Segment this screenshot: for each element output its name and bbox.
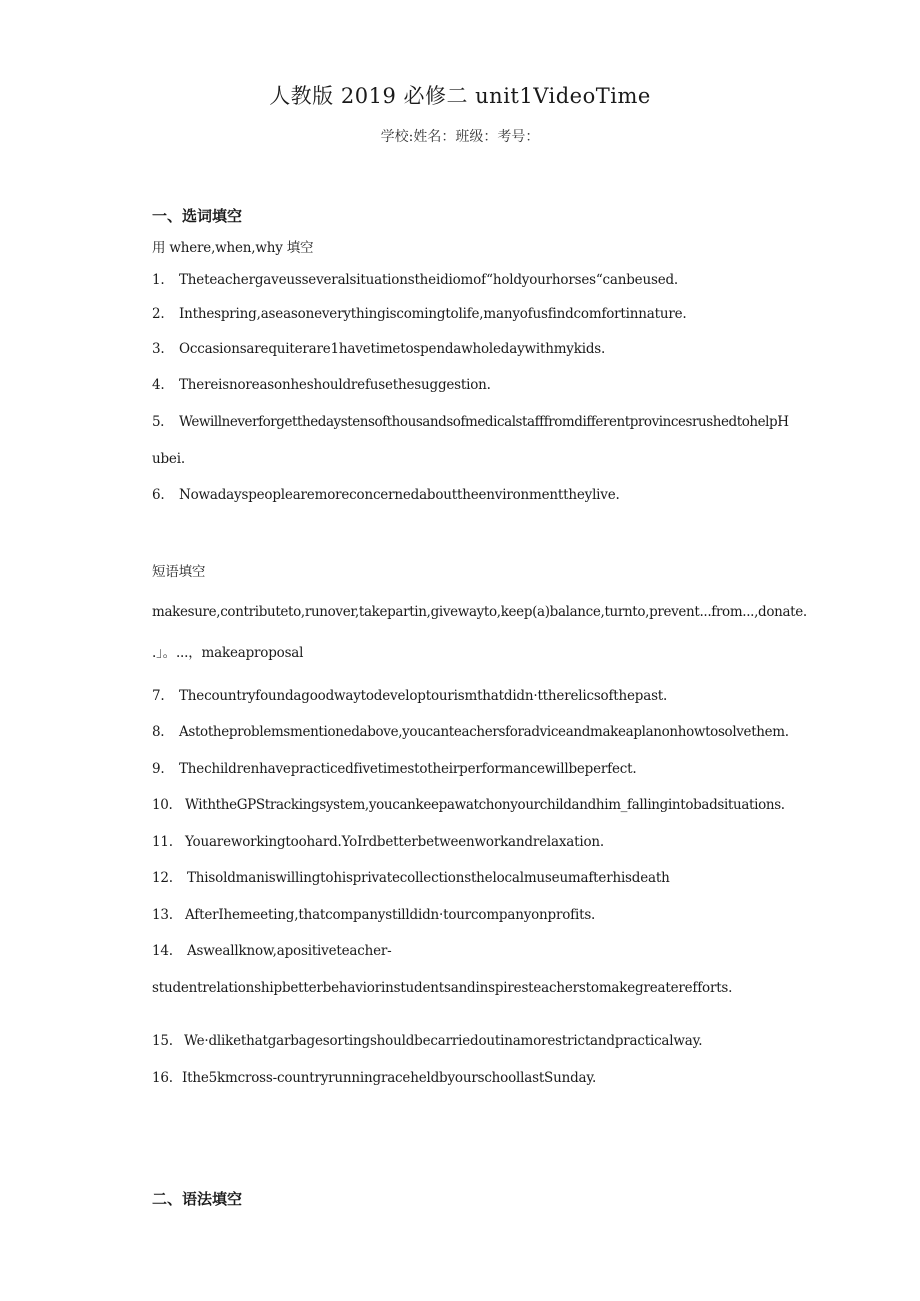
- section-heading-grammar-fill: 二、语法填空: [152, 1190, 243, 1208]
- question-text: Asweallknow,apositiveteacher-: [187, 943, 392, 959]
- question-number: 13.: [152, 907, 173, 923]
- question-item: [152, 1033, 702, 1049]
- question-item: [152, 943, 392, 959]
- student-info-line: 学校:姓名：班级：考号：: [380, 129, 540, 145]
- question-number: 1.: [152, 272, 165, 288]
- question-number: 3.: [152, 341, 165, 357]
- question-number: 6.: [152, 487, 165, 503]
- phrase-bank-line: .」。...，makeaproposal: [152, 645, 304, 661]
- question-item: [152, 724, 789, 740]
- question-text: Thecountryfoundagoodwaytodeveloptourismthatdidn·ttherelicsofthepast.: [179, 688, 668, 704]
- question-item: [152, 688, 667, 704]
- question-text: Youareworkingtoohard.YoIrdbetterbetweenworkandrelaxation.: [185, 834, 604, 850]
- question-text: Occasionsarequiterare1havetimetospendawholedaywithmykids.: [179, 341, 606, 357]
- question-item: [152, 487, 620, 503]
- question-text: Inthespring,aseasoneverythingiscomingtolife,manyofusfindcomfortinnature.: [179, 306, 687, 322]
- question-text: Thechildrenhavepracticedfivetimestotheirperformancewillbeperfect.: [179, 761, 637, 777]
- page-title: 人教版 2019 必修二 unit1VideoTime: [269, 84, 651, 108]
- question-text: WiththeGPStrackingsystem,youcankeepawatchonyourchildandhim_fallingintobadsituations.: [185, 797, 785, 813]
- part1-instruction: 用 where,when,why 填空: [152, 240, 314, 256]
- question-number: 11.: [152, 834, 173, 850]
- question-number: 15.: [152, 1033, 173, 1049]
- question-text: Ithe5kmcross-countryrunningraceheldbyourschoollastSunday.: [182, 1070, 597, 1086]
- question-item: [152, 341, 605, 357]
- question-number: 5.: [152, 414, 164, 430]
- question-number: 12.: [152, 870, 173, 886]
- part2-instruction: 短语填空: [152, 564, 206, 580]
- question-item: [152, 272, 678, 288]
- question-item: [152, 414, 789, 430]
- question-number: 14.: [152, 943, 173, 959]
- question-text: Astotheproblemsmentionedabove,youcanteachersforadviceandmakeaplanonhowtosolvethem.: [179, 724, 789, 740]
- question-text-continuation: ubei.: [152, 451, 185, 467]
- question-text: Theteachergaveusseveralsituationstheidiomof“holdyourhorses“canbeused.: [179, 272, 679, 288]
- question-item: [152, 870, 670, 886]
- question-number: 9.: [152, 761, 165, 777]
- question-number: 2.: [152, 306, 165, 322]
- question-item: [152, 377, 491, 393]
- question-text: AfterIhemeeting,thatcompanystilldidn·tourcompanyonprofits.: [185, 907, 596, 923]
- question-item: [152, 907, 595, 923]
- question-text: Thisoldmaniswillingtohisprivatecollectionsthelocalmuseumafterhisdeath: [187, 870, 670, 886]
- question-number: 10.: [152, 797, 173, 813]
- question-text: We·dlikethatgarbagesortingshouldbecarriedoutinamorestrictandpracticalway.: [184, 1033, 703, 1049]
- question-item: [152, 1070, 596, 1086]
- question-number: 4.: [152, 377, 165, 393]
- question-item: [152, 306, 686, 322]
- question-text-continuation: studentrelationshipbetterbehaviorinstudentsandinspiresteacherstomakegreaterefforts.: [152, 980, 733, 996]
- question-text: WewillneverforgetthedaystensofthousandsofmedicalstafffromdifferentprovincesrushedtohelpH: [179, 414, 789, 430]
- question-number: 16.: [152, 1070, 173, 1086]
- question-item: [152, 834, 604, 850]
- question-number: 7.: [152, 688, 165, 704]
- question-number: 8.: [152, 724, 165, 740]
- question-item: [152, 797, 785, 813]
- section-heading-word-fill: 一、选词填空: [152, 207, 243, 225]
- phrase-bank-line: makesure,contributeto,runover,takepartin,givewayto,keep(a)balance,turnto,prevent...from...,donate.: [152, 604, 807, 620]
- question-item: [152, 761, 636, 777]
- question-text: Nowadayspeoplearemoreconcernedabouttheenvironmenttheylive.: [179, 487, 620, 503]
- question-text: Thereisnoreasonheshouldrefusethesuggestion.: [179, 377, 491, 393]
